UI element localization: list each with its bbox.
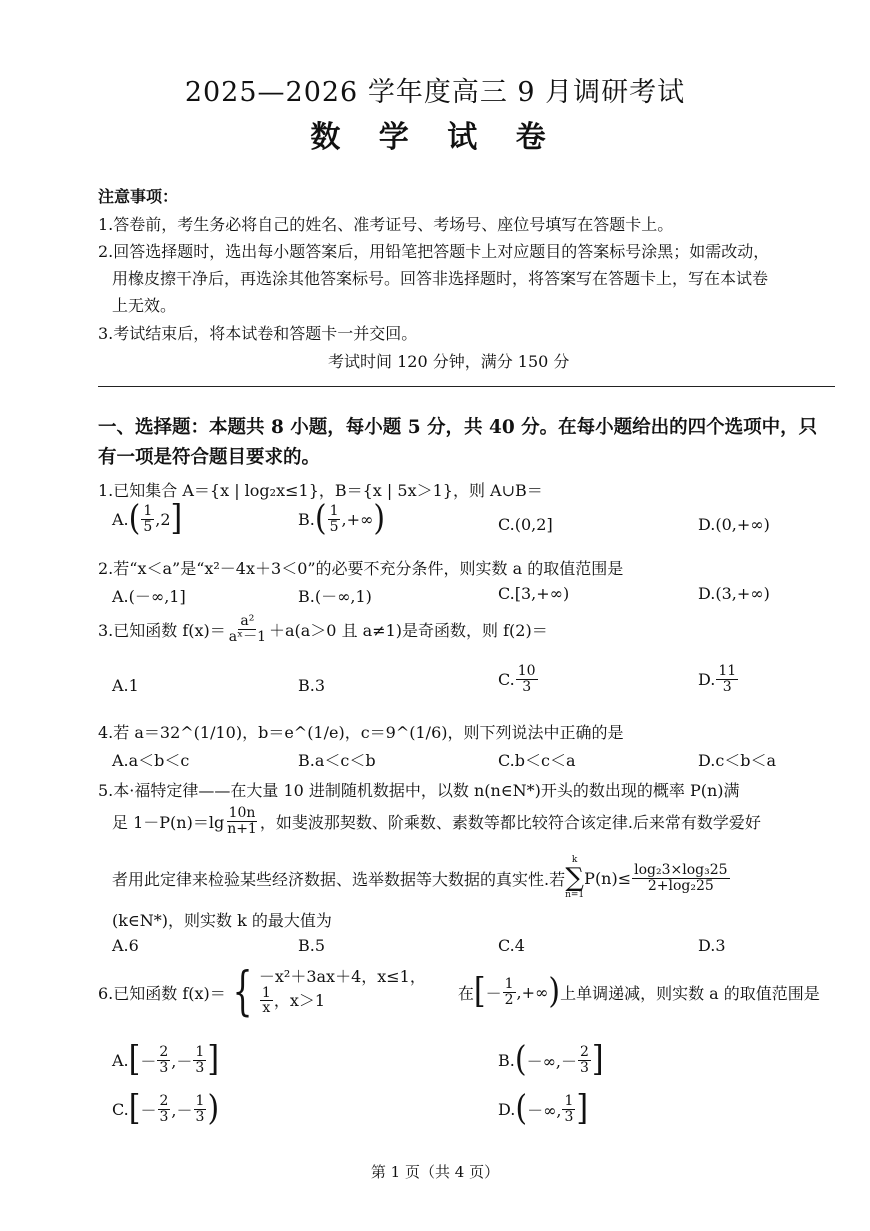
q6-option-b: B. ( －∞,－ $\frac{2}{3}$ ] — [498, 1039, 604, 1080]
q3-option-a: A.1 — [112, 676, 139, 695]
q4-option-b: B.a＜c＜b — [298, 751, 376, 770]
q5-option-c: C.4 — [498, 936, 525, 955]
page-footer: 第 1 页（共 4 页） — [370, 1163, 500, 1181]
q6-option-d: D. ( －∞, $\frac{1}{3}$ ] — [498, 1088, 589, 1129]
q5-log-frac: $\frac{\text{log₂3×log₃25}}{\text{2+log₂25}}$ — [634, 861, 728, 894]
q5-line-1: 5.本·福特定律——在大量 10 进制随机数据中，以数 n(n∈N*)开头的数出现的概率 P(n)满 — [98, 781, 740, 800]
q5-line-3: 者用此定律来检验某些经济数据、选举数据等大数据的真实性.若 k ∑ n=1 P(n)≤ $\frac{\text{log₂3×log₃25}}{\text{2+log₂25}}$ — [112, 855, 728, 900]
q2-stem: 2.若“x＜a”是“x²－4x＋3＜0”的必要不充分条件，则实数 a 的取值范围是 — [98, 559, 624, 578]
q5-option-d: D.3 — [698, 936, 726, 955]
q3-option-b: B.3 — [298, 676, 326, 695]
q3-option-c: C. $\frac{10}{3}$ — [498, 663, 536, 695]
q6-cases: －x²＋3ax＋4，x≤1， $\frac{1}{x}$ ，x＞1 — [258, 967, 426, 1017]
brace-icon: { — [232, 962, 253, 1022]
q2-option-b: B.(－∞,1) — [298, 587, 372, 606]
exam-time-line: 考试时间 120 分钟，满分 150 分 — [328, 352, 570, 371]
q3-d-frac: $\frac{11}{3}$ — [718, 663, 737, 695]
sigma-icon: k ∑ n=1 — [565, 855, 585, 900]
q5-option-a: A.6 — [112, 936, 139, 955]
q1-a-frac: $\frac{1}{5}$ — [143, 503, 153, 535]
q4-option-d: D.c＜b＜a — [698, 751, 777, 770]
q1-stem: 1.已知集合 A＝{x | log₂x≤1}，B＝{x | 5x＞1}，则 A∪B＝ — [98, 481, 543, 500]
notice-item-2-end: 上无效。 — [112, 296, 177, 315]
q2-option-a: A.(－∞,1] — [112, 587, 186, 606]
q1-option-c: C.(0,2] — [498, 515, 553, 534]
q5-line-4: (k∈N*)，则实数 k 的最大值为 — [112, 911, 332, 930]
q1-option-a: A. ( $\frac{1}{5}$ ,2 ] — [112, 498, 183, 539]
notice-item-3: 3.考试结束后，将本试卷和答题卡一并交回。 — [98, 324, 418, 343]
q3-option-d: D. $\frac{11}{3}$ — [698, 663, 737, 695]
q1-option-b: B. ( $\frac{1}{5}$ ,+∞ ) — [298, 498, 386, 539]
exam-title: 2025—2026 学年度高三 9 月调研考试 — [184, 77, 686, 108]
q2-option-d: D.(3,+∞) — [698, 584, 770, 603]
q4-option-a: A.a＜b＜c — [112, 751, 190, 770]
notice-item-2-cont: 用橡皮擦干净后，再选涂其他答案标号。回答非选择题时，将答案写在答题卡上，写在本试卷 — [112, 269, 769, 288]
q6-option-a: A. [ － $\frac{2}{3}$ ,－ $\frac{1}{3}$ ] — [112, 1039, 220, 1080]
q4-option-c: C.b＜c＜a — [498, 751, 576, 770]
q1-b-frac: $\frac{1}{5}$ — [329, 503, 339, 535]
q2-option-c: C.[3,+∞) — [498, 584, 570, 603]
q6-case2-frac: $\frac{1}{x}$ — [261, 984, 271, 1017]
q6-option-c: C. [ － $\frac{2}{3}$ ,－ $\frac{1}{3}$ ) — [112, 1088, 220, 1129]
q5-line-2: 足 1－P(n)＝lg $\frac{10n}{n+1}$ ，如斐波那契数、阶乘数、素数等都比较符合该定律.后来常有数学爱好 — [112, 805, 761, 837]
q3-stem: 3.已知函数 f(x)＝ $\frac{\text{a²}}{\text{aˣ－1}}$ ＋a(a＞0 且 a≠1)是奇函数，则 f(2)＝ — [98, 613, 548, 645]
q1-option-d: D.(0,+∞) — [698, 515, 770, 534]
q3-frac: $\frac{\text{a²}}{\text{aˣ－1}}$ — [228, 613, 266, 645]
q6-int-frac: $\frac{1}{2}$ — [504, 975, 514, 1008]
q6-stem: 6.已知函数 f(x)＝ { －x²＋3ax＋4，x≤1， $\frac{1}{x}$ ，x＞1 在 [ － $\frac{1}{2}$ ,+∞ ) 上单调递减，则实数 a 的取值范围是 — [98, 962, 820, 1022]
notice-item-1: 1.答卷前，考生务必将自己的姓名、准考证号、考场号、座位号填写在答题卡上。 — [98, 215, 674, 234]
q5-lg-frac: $\frac{10n}{n+1}$ — [227, 805, 257, 837]
notice-item-2: 2.回答选择题时，选出每小题答案后，用铅笔把答题卡上对应题目的答案标号涂黑；如需改动， — [98, 242, 770, 261]
divider — [98, 386, 835, 387]
q3-c-frac: $\frac{10}{3}$ — [517, 663, 536, 695]
q4-stem: 4.若 a＝32^(1/10)，b＝e^(1/e)，c＝9^(1/6)，则下列说法中正确的是 — [98, 723, 624, 742]
section-heading: 一、选择题：本题共 8 小题，每小题 5 分，共 40 分。在每小题给出的四个选项中，只 — [98, 417, 818, 438]
q5-option-b: B.5 — [298, 936, 326, 955]
section-heading-cont: 有一项是符合题目要求的。 — [98, 447, 321, 468]
subject-title: 数 学 试 卷 — [310, 120, 560, 155]
notice-heading: 注意事项： — [98, 187, 179, 206]
